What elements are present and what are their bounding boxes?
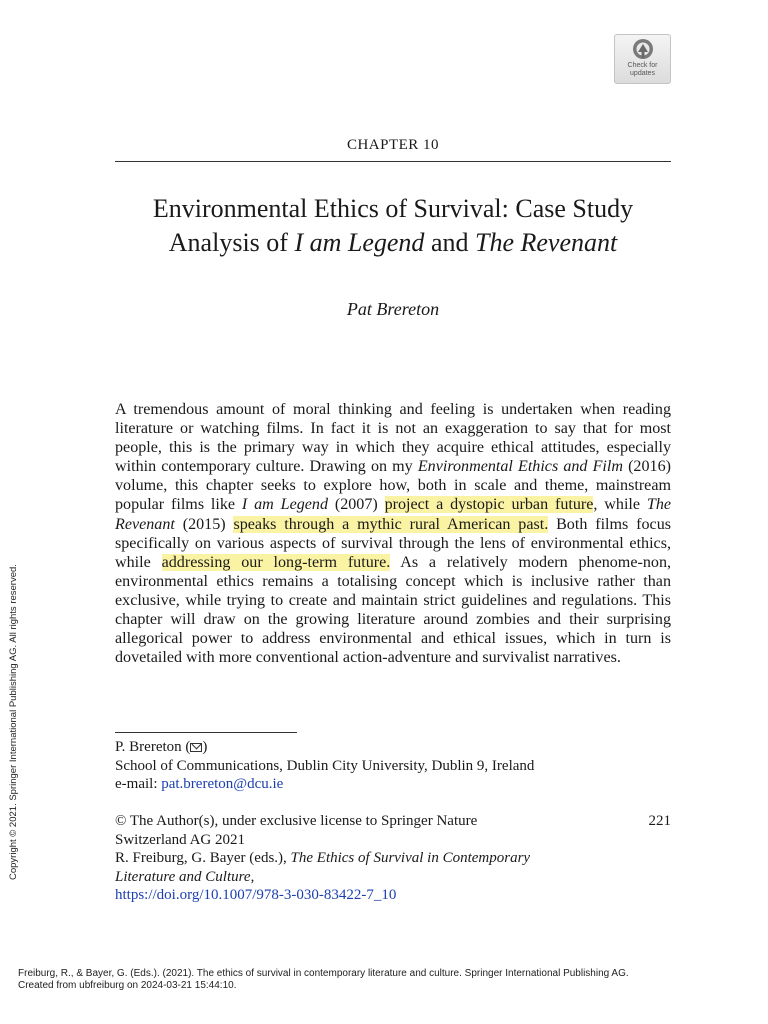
book-title: The Ethics of Survival in Contemporary	[290, 850, 531, 866]
title-line-2-mid: and	[424, 228, 475, 257]
book-title: Literature and Culture	[115, 868, 251, 885]
abstract-text: (2007)	[328, 496, 385, 514]
chapter-title	[115, 192, 671, 260]
abstract-text: , while	[593, 496, 647, 514]
book-citation-line-2: Literature and Culture,	[115, 868, 255, 885]
book-citation-line	[115, 849, 595, 868]
affiliation-email-line	[115, 775, 671, 794]
page-footer	[18, 968, 758, 992]
page-number: 221	[648, 813, 671, 829]
email-link[interactable]: pat.brereton@dcu.ie	[161, 776, 284, 792]
doi-link[interactable]: https://doi.org/10.1007/978-3-030-83422-7_10	[115, 887, 397, 903]
abstract-text: non, environmental ethics remains a totalising concept which is inclusive rather than exclusive, while trying to create and maintain strict guidelines and regulations. This chapter will draw on the growing literature around zombies and their surprising allegorical power to address environmental and ethical issues, which in turn is dovetailed with more conventional action-adventure and survivalist narratives.	[115, 553, 672, 667]
abstract: A tremendous amount of moral thinking and feeling is undertaken when reading literature or watching films. In fact it is not an exaggeration to say that for most people, this is the primary way in which they acquire ethical attitudes, especially within contemporary culture. Drawing on my Environmental Ethics and Film (2016) volume, this chapter seeks to explore how, both in scale and theme, mainstream popular films like I am Legend (2007) project a dystopic urban future, while The Revenant (2015) speaks through a mythic rural American past. Both films focus specifically on various aspects of survival through the lens of environmental ethics, while addressing our long-term future. As a relatively modern phenome-non, environmental ethics remains a totalising concept which is inclusive rather than exclusive, while trying to create and maintain strict guidelines and regulations. This chapter will draw on the growing literature around zombies and their surprising allegorical power to address environmental and ethical issues, which in turn is dovetailed with more conventional action-adventure and survivalist narratives.	[115, 401, 672, 667]
email-label: e-mail:	[115, 776, 162, 792]
copyright-line-2: Switzerland AG 2021	[115, 831, 245, 848]
doi-line	[115, 886, 595, 905]
copyright-notice	[115, 812, 595, 905]
envelope-icon	[190, 743, 202, 752]
title-line-2-prefix: Analysis of	[168, 228, 295, 257]
abstract-book-title: Environmental Ethics and Film	[417, 458, 623, 476]
title-line-1: Environmental Ethics of Survival: Case Study	[152, 194, 634, 223]
abstract-highlight: project a dystopic urban future	[384, 496, 594, 514]
chapter-label: CHAPTER 10	[346, 137, 440, 153]
abstract-text: (2015)	[174, 515, 234, 533]
abstract-highlight: speaks through a mythic rural American past.	[233, 515, 549, 533]
affiliation-school: School of Communications, Dublin City University, Dublin 9, Ireland	[115, 757, 535, 774]
check-for-updates-icon	[632, 38, 654, 60]
author-affiliation	[115, 738, 671, 794]
side-copyright-notice: Copyright © 2021. Springer International Publishing AG. All rights reserved.	[8, 564, 19, 880]
title-film-2: The Revenant	[474, 228, 618, 257]
book-editors: R. Freiburg, G. Bayer (eds.),	[115, 850, 291, 866]
abstract-text: (2016) volume, this chapter seeks to explore how, both in scale and theme, mainstream popular films like	[115, 458, 671, 514]
author-name: Pat Brereton	[346, 299, 440, 319]
title-line-2	[115, 226, 671, 260]
abstract-text: A tremendous amount of moral thinking and feeling is undertaken when reading literature or watching films. In fact it is not an exaggeration to say that for most people, this is the primary way in which they acquire ethical attitudes, especially within contemporary culture. Drawing on my	[115, 401, 671, 476]
check-for-updates-badge[interactable]	[614, 34, 671, 84]
affiliation-name-line: P. Brereton ( )	[115, 739, 208, 755]
abstract-highlight: addressing our long-term future.	[161, 553, 391, 571]
title-film-1: I am Legend	[294, 228, 425, 257]
abstract-film-title: I am Legend	[241, 496, 328, 514]
footer-created: Created from ubfreiburg on 2024-03-21 15:44:10.	[18, 980, 237, 991]
abstract-text: Both films focus specifically on various aspects of survival through the lens of environmental ethics, while	[115, 515, 672, 571]
abstract-text: As a relatively modern phenome	[390, 553, 638, 571]
chapter-divider	[115, 161, 671, 162]
copyright-line-1: © The Author(s), under exclusive license to Springer Nature	[115, 813, 478, 829]
check-for-updates-label: Check for updates	[627, 62, 658, 77]
footer-citation: Freiburg, R., & Bayer, G. (Eds.). (2021). The ethics of survival in contemporary literature and culture. Springer International Publishing AG.	[18, 968, 629, 979]
affiliation-name: P. Brereton	[115, 739, 182, 755]
abstract-film-title: The Revenant	[115, 496, 672, 533]
footnote-divider	[115, 732, 297, 733]
